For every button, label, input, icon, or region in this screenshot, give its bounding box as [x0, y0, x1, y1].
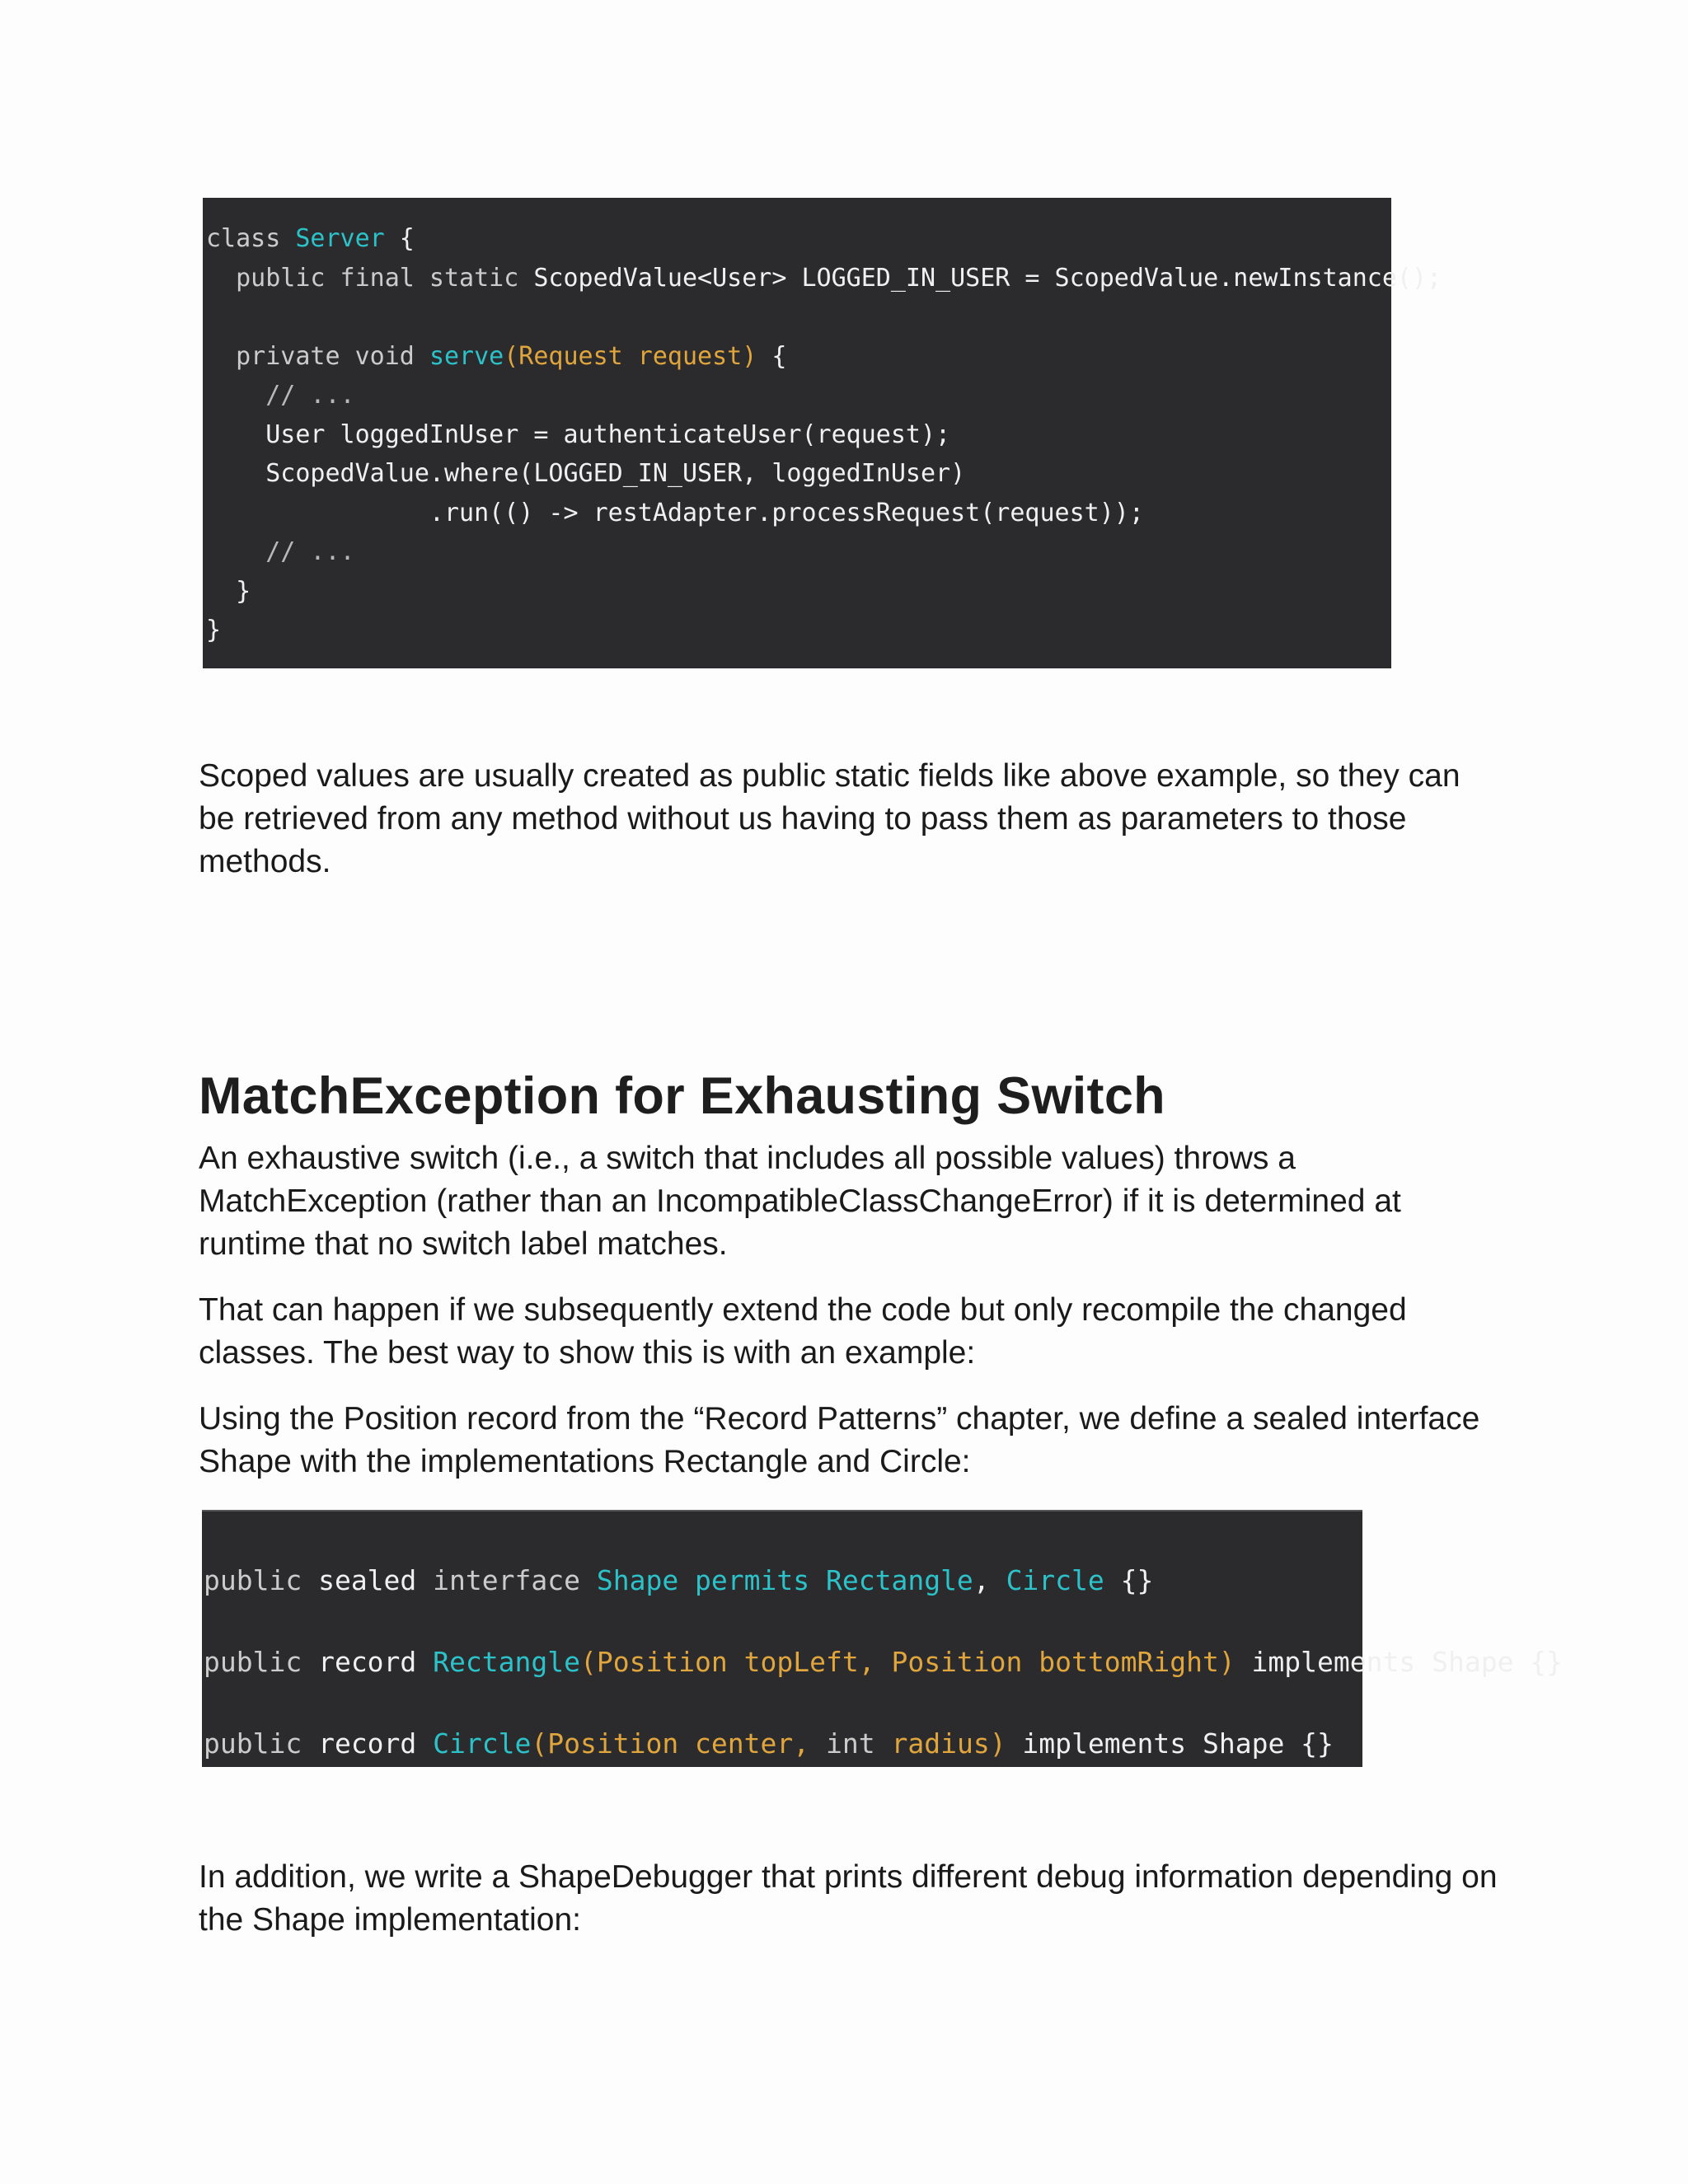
- code-line: [203, 376, 1391, 415]
- paragraph-shape-debugger: In addition, we write a ShapeDebugger that prints different debug information depending on the Shape implementation:: [199, 1859, 1498, 1938]
- code-token: ,: [973, 1564, 1006, 1596]
- code-token: {: [757, 341, 787, 371]
- code-line: [202, 1703, 1362, 1784]
- code-line: [203, 337, 1391, 377]
- code-line: [202, 1540, 1362, 1621]
- code-token: (Request request): [504, 341, 757, 371]
- code-token: Shape permits Rectangle: [596, 1564, 973, 1596]
- code-block-sealed-shape: [202, 1510, 1564, 1767]
- code-line: [202, 1621, 1564, 1703]
- code-token: public: [204, 1564, 319, 1596]
- code-line: [203, 454, 1391, 494]
- code-token: int: [826, 1727, 892, 1760]
- code-token: Circle: [1006, 1564, 1104, 1596]
- code-token: class: [206, 224, 296, 253]
- code-token: }: [206, 576, 251, 606]
- code-token: sealed: [318, 1564, 434, 1596]
- code-token: ScopedValue<User> LOGGED_IN_USER = ScopedValue.newInstance();: [533, 263, 1442, 293]
- code-token: (Position topLeft, Position bottomRight): [579, 1646, 1236, 1678]
- paragraph-position-record: Using the Position record from the “Record Patterns” chapter, we define a sealed interface Shape with the implementations Rectangle and Circle:: [199, 1401, 1480, 1479]
- code-token: record: [318, 1646, 434, 1678]
- code-token: // ...: [206, 537, 355, 566]
- section-heading: MatchException for Exhausting Switch: [199, 1067, 1165, 1125]
- code-line: [203, 494, 1391, 533]
- paragraph-exhaustive-switch: An exhaustive switch (i.e., a switch that includes all possible values) throws a MatchException (rather than an IncompatibleClassChangeError) if it is determined at runtime that no switch label matches.: [199, 1141, 1401, 1262]
- code-token: implements Shape {}: [1235, 1646, 1564, 1678]
- code-token: public: [204, 1646, 319, 1678]
- code-token: {: [384, 224, 415, 253]
- code-token: ScopedValue.where(LOGGED_IN_USER, loggedInUser): [206, 459, 966, 488]
- code-token: (Position center,: [531, 1727, 826, 1760]
- code-token: // ...: [206, 381, 355, 410]
- code-block-scoped-value: [203, 198, 1442, 668]
- code-token: Server: [295, 224, 385, 253]
- code-token: serve: [429, 341, 504, 371]
- code-token: radius): [891, 1727, 1006, 1760]
- code-token: Rectangle: [433, 1646, 580, 1678]
- code-token: private void: [206, 341, 429, 371]
- code-token: User loggedInUser = authenticateUser(request);: [206, 419, 951, 449]
- code-token: public final static: [206, 263, 534, 293]
- code-line: [203, 532, 1391, 572]
- paragraph-scoped-values: Scoped values are usually created as public static fields like above example, so they can be retrieved from any method without us having to pass them as parameters to those methods.: [199, 758, 1461, 879]
- code-token: record: [318, 1727, 434, 1760]
- code-token: implements Shape {}: [1006, 1727, 1334, 1760]
- code-line: [203, 298, 1391, 337]
- code-line: [203, 259, 1442, 298]
- code-line: [203, 572, 1391, 612]
- code-token: public: [204, 1727, 319, 1760]
- code-token: interface: [433, 1564, 597, 1596]
- code-line: [203, 219, 1391, 259]
- code-line: [203, 415, 1391, 455]
- code-token: {}: [1104, 1564, 1154, 1596]
- code-token: }: [206, 616, 222, 644]
- code-line: [203, 611, 1391, 650]
- code-token: .run(() -> restAdapter.processRequest(request));: [206, 498, 1144, 527]
- paragraph-recompile: That can happen if we subsequently extend the code but only recompile the changed classes. The best way to show this is with an example:: [199, 1292, 1407, 1371]
- code-token: Circle: [433, 1727, 532, 1760]
